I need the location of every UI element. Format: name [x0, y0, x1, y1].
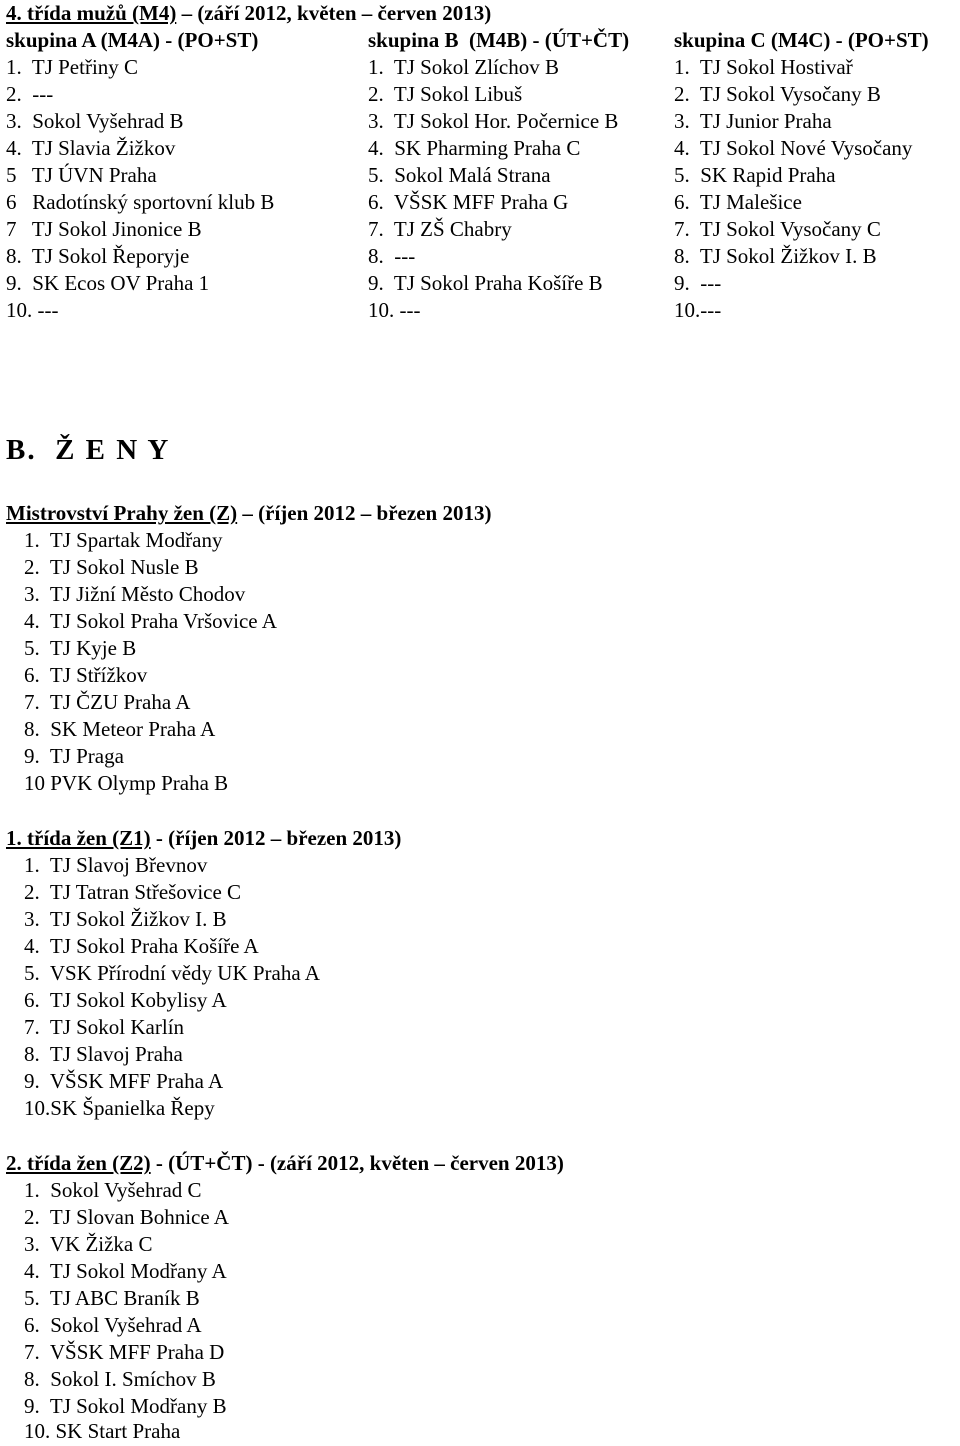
list-item: 3. TJ Jižní Město Chodov — [24, 582, 246, 606]
list-item: 9. TJ Praga — [24, 744, 124, 768]
list-item: 3. TJ Junior Praha — [674, 109, 832, 133]
list-item: 9. TJ Sokol Modřany B — [24, 1394, 227, 1418]
list-item: 9. VŠSK MFF Praha A — [24, 1069, 224, 1093]
list-item: 8. --- — [368, 244, 416, 268]
list-item: 7. TJ Sokol Vysočany C — [674, 217, 881, 241]
list-item: 1. Sokol Vyšehrad C — [24, 1178, 202, 1202]
list-item: 4. SK Pharming Praha C — [368, 136, 581, 160]
list-item: 1. TJ Sokol Zlíchov B — [368, 55, 559, 79]
men-section-title — [6, 0, 491, 27]
list-item: 2. TJ Slovan Bohnice A — [24, 1205, 229, 1229]
list-item: 5. VSK Přírodní vědy UK Praha A — [24, 961, 320, 985]
group-b-heading: skupina B (M4B) - (ÚT+ČT) — [368, 28, 630, 52]
list-item: 4. TJ Sokol Praha Vršovice A — [24, 609, 277, 633]
list-item: 2. TJ Tatran Střešovice C — [24, 880, 242, 904]
list-item: 8. TJ Sokol Řeporyje — [6, 244, 190, 268]
list-item: 3. VK Žižka C — [24, 1232, 153, 1256]
group-a-heading: skupina A (M4A) - (PO+ST) — [6, 28, 259, 52]
list-item: 5. TJ ABC Braník B — [24, 1286, 200, 1310]
list-item: 4. TJ Slavia Žižkov — [6, 136, 176, 160]
list-item: 4. TJ Sokol Praha Košíře A — [24, 934, 259, 958]
list-item: 9. --- — [674, 271, 722, 295]
list-item: 2. TJ Sokol Nusle B — [24, 555, 199, 579]
list-item: 4. TJ Sokol Modřany A — [24, 1259, 227, 1283]
list-item: 2. TJ Sokol Vysočany B — [674, 82, 881, 106]
list-item: 1. TJ Spartak Modřany — [24, 528, 223, 552]
list-item: 10.SK Španielka Řepy — [24, 1096, 215, 1120]
list-item: 7. TJ ČZU Praha A — [24, 690, 191, 714]
list-item: 9. TJ Sokol Praha Košíře B — [368, 271, 603, 295]
list-item: 10 PVK Olymp Praha B — [24, 771, 229, 795]
list-item: 2. --- — [6, 82, 54, 106]
list-item: 6. TJ Střížkov — [24, 663, 148, 687]
list-item: 5. TJ Kyje B — [24, 636, 137, 660]
group-c-heading: skupina C (M4C) - (PO+ST) — [674, 28, 929, 52]
list-item: 6. TJ Malešice — [674, 190, 802, 214]
section-title-underlined: 1. třída žen (Z1) — [6, 826, 151, 850]
list-item: 7 TJ Sokol Jinonice B — [6, 217, 202, 241]
list-item: 3. TJ Sokol Žižkov I. B — [24, 907, 227, 931]
list-item: 6. VŠSK MFF Praha G — [368, 190, 569, 214]
men-title-underlined: 4. třída mužů (M4) — [6, 1, 177, 25]
list-item: 2. TJ Sokol Libuš — [368, 82, 523, 106]
list-item: 8. TJ Slavoj Praha — [24, 1042, 183, 1066]
section-title-underlined: 2. třída žen (Z2) — [6, 1151, 151, 1175]
women-heading: B. Ž E N Y — [6, 434, 171, 466]
list-item: 1. TJ Sokol Hostivař — [674, 55, 853, 79]
list-item: 7. TJ ZŠ Chabry — [368, 217, 512, 241]
list-item: 5. Sokol Malá Strana — [368, 163, 551, 187]
section-title-underlined: Mistrovství Prahy žen (Z) — [6, 501, 238, 525]
section-title — [6, 825, 401, 852]
section-title-rest: - (ÚT+ČT) - (září 2012, květen – červen 2013) — [150, 1151, 564, 1175]
list-item: 3. TJ Sokol Hor. Počernice B — [368, 109, 619, 133]
list-item: 5 TJ ÚVN Praha — [6, 163, 157, 187]
list-item: 1. TJ Slavoj Břevnov — [24, 853, 208, 877]
list-item: 10. --- — [6, 298, 59, 322]
list-item: 1. TJ Petřiny C — [6, 55, 139, 79]
list-item: 6. Sokol Vyšehrad A — [24, 1313, 202, 1337]
list-item: 6. TJ Sokol Kobylisy A — [24, 988, 227, 1012]
list-item: 7. VŠSK MFF Praha D — [24, 1340, 225, 1364]
list-item: 5. SK Rapid Praha — [674, 163, 836, 187]
section-title — [6, 500, 491, 527]
list-item: 4. TJ Sokol Nové Vysočany — [674, 136, 913, 160]
list-item: 10. --- — [368, 298, 421, 322]
section-title — [6, 1150, 564, 1177]
list-item: 8. SK Meteor Praha A — [24, 717, 216, 741]
list-item: 10. SK Start Praha — [24, 1419, 181, 1443]
men-title-rest: – (září 2012, květen – červen 2013) — [176, 1, 492, 25]
list-item: 8. TJ Sokol Žižkov I. B — [674, 244, 877, 268]
list-item: 7. TJ Sokol Karlín — [24, 1015, 185, 1039]
list-item: 6 Radotínský sportovní klub B — [6, 190, 275, 214]
list-item: 9. SK Ecos OV Praha 1 — [6, 271, 210, 295]
list-item: 8. Sokol I. Smíchov B — [24, 1367, 216, 1391]
list-item: 3. Sokol Vyšehrad B — [6, 109, 184, 133]
section-title-rest: - (říjen 2012 – březen 2013) — [150, 826, 402, 850]
list-item: 10.--- — [674, 298, 722, 322]
section-title-rest: – (říjen 2012 – březen 2013) — [237, 501, 492, 525]
